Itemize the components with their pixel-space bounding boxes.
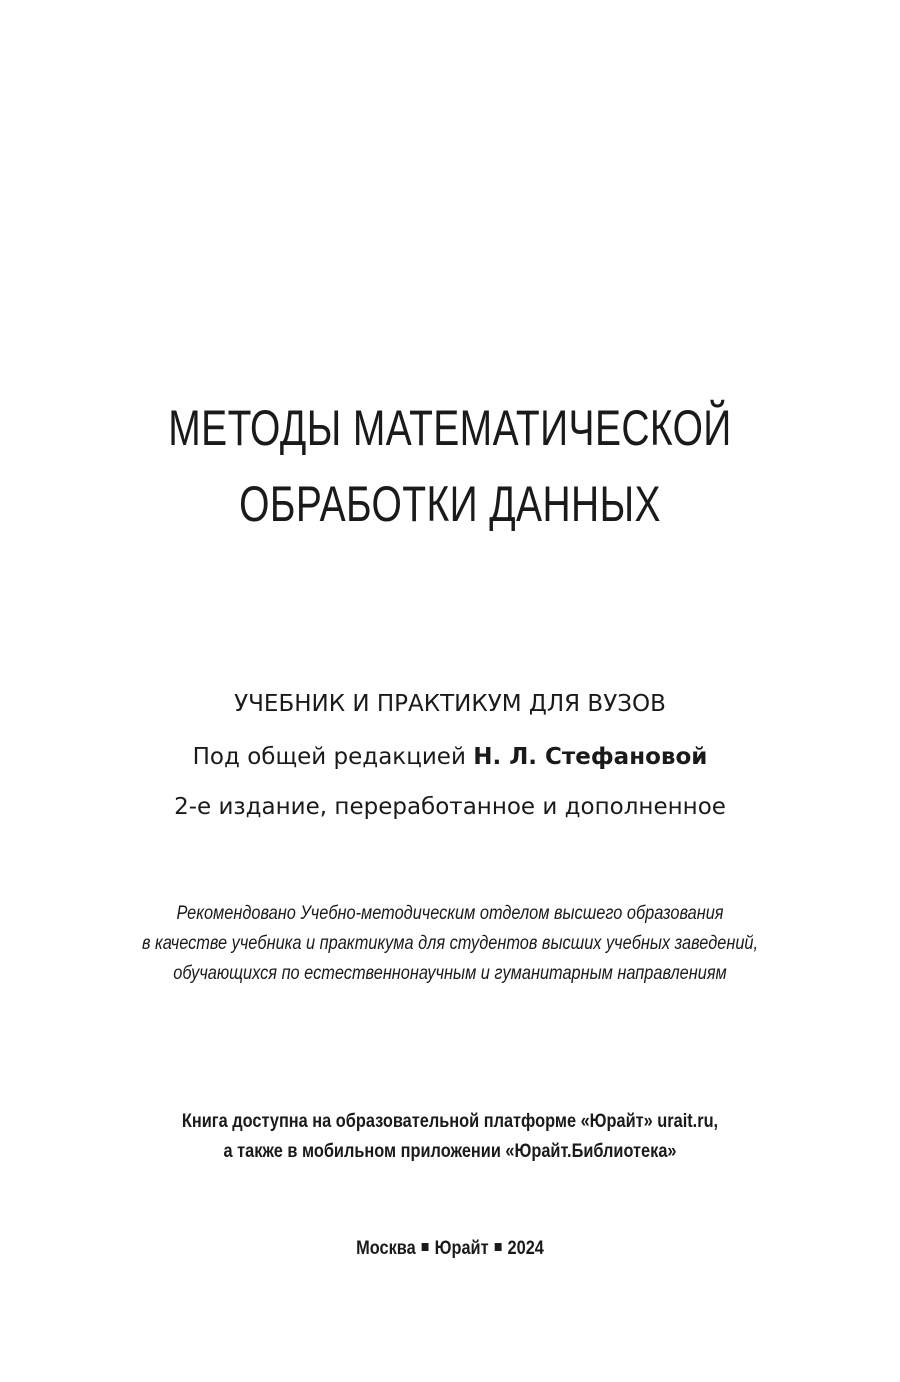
edition-info: 2-е издание, переработанное и дополненное	[174, 794, 726, 820]
imprint-city: Москва	[356, 1238, 416, 1259]
square-bullet-icon	[422, 1243, 429, 1251]
recommendation-line-2: в качестве учебника и практикума для студентов высших учебных заведений,	[141, 933, 759, 954]
editor-prefix: Под общей редакцией	[192, 744, 466, 770]
recommendation-line-1: Рекомендовано Учебно-методическим отделом высшего образования	[176, 903, 724, 924]
imprint-year: 2024	[507, 1238, 544, 1259]
square-bullet-icon	[495, 1243, 502, 1251]
book-title-line-1: МЕТОДЫ МАТЕМАТИЧЕСКОЙ	[168, 400, 732, 456]
imprint-publisher: Юрайт	[434, 1238, 489, 1259]
imprint-line	[63, 1237, 837, 1261]
editor-line	[0, 743, 900, 771]
book-title-line-2: ОБРАБОТКИ ДАННЫХ	[239, 476, 661, 532]
availability-line-1: Книга доступна на образовательной платформе «Юрайт» urait.ru,	[181, 1111, 719, 1132]
availability-line-2: а также в мобильном приложении «Юрайт.Библиотека»	[223, 1141, 677, 1162]
editor-name: Н. Л. Стефановой	[473, 744, 708, 770]
book-type: УЧЕБНИК И ПРАКТИКУМ ДЛЯ ВУЗОВ	[234, 691, 666, 717]
recommendation-line-3: обучающихся по естественнонаучным и гуманитарным направлениям	[173, 963, 727, 984]
